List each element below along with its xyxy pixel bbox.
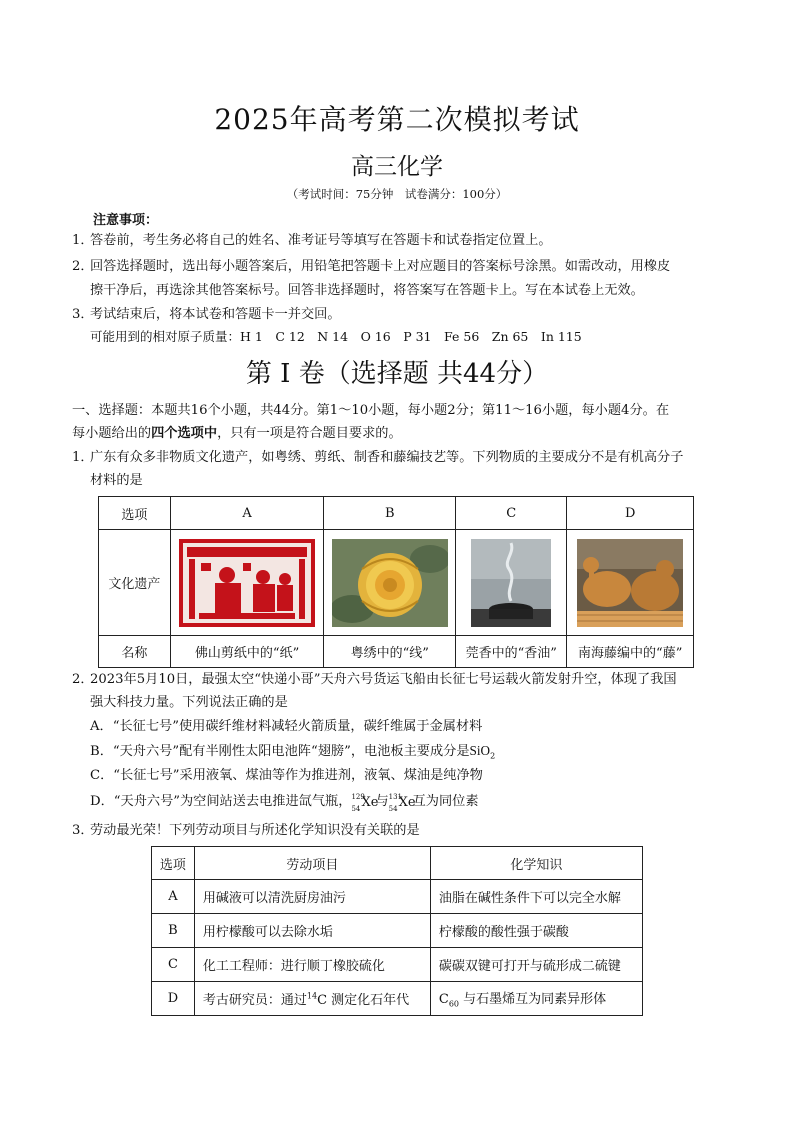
q3-option: B [152,914,195,948]
q1-header-option: 选项 [99,497,171,530]
exam-time-info: （考试时间：75分钟 试卷满分：100分） [286,187,508,201]
q1-header-a: A [170,497,324,530]
table-row [152,914,643,948]
q3-knowledge: 柠檬酸的酸性强于碳酸 [430,914,642,948]
incense-image [471,539,551,627]
q3-knowledge: $C_{60}$ 与石墨烯互为同素异形体 [430,982,642,1016]
q1-name-c: 莞香中的“香油” [456,636,567,668]
q2-option-d: D．“天舟六号”为空间站送去电推进氙气瓶， 129 54 Xe 与 131 54 Xe 互为同位素 [90,793,479,813]
table-row [152,847,643,880]
paper-cutting-image [179,539,315,627]
q1-name-row-label: 名称 [99,636,171,668]
note-3: 3．考试结束后，将本试卷和答题卡一并交回。 [72,307,341,322]
xe-131-isotope: 131 54 Xe [388,793,416,813]
section-instruction-2: 每小题给出的四个选项中，只有一项是符合题目要求的。 [72,426,402,441]
table-row [99,636,694,668]
q2-stem: 2．2023年5月10日，最强太空“快递小哥”天舟六号货运飞船由长征七号运载火箭发射升空，体现了我国 [72,672,677,687]
q2-option-b: B．“天舟六号”配有半刚性太阳电池阵“翅膀”，电池板主要成分是SiO$_2$ [90,743,496,761]
table-row [152,948,643,982]
q1-name-d: 南海藤编中的“藤” [567,636,694,668]
q1-header-b: B [324,497,456,530]
q1-image-row-label: 文化遗产 [99,530,171,636]
q3-table [151,846,643,1016]
rattan-weaving-image [577,539,683,627]
q3-option: A [152,880,195,914]
table-row [99,530,694,636]
q3-option: D [152,982,195,1016]
q1-name-b: 粤绣中的“线” [324,636,456,668]
xe-129-isotope: 129 54 Xe [351,793,379,813]
table-row [99,497,694,530]
q1-name-a: 佛山剪纸中的“纸” [170,636,324,668]
note-2: 2．回答选择题时，选出每小题答案后，用铅笔把答题卡上对应题目的答案标号涂黑。如需改动，用橡皮 [72,259,671,274]
exam-title: 2025年高考第二次模拟考试 [214,103,580,136]
section-instruction-1: 一、选择题：本题共16个小题，共44分。第1～10小题，每小题2分；第11～16小题，每小题4分。在 [72,403,670,418]
q3-option: C [152,948,195,982]
notes-heading: 注意事项： [93,213,159,228]
q3-labor: 用柠檬酸可以去除水垢 [194,914,430,948]
q2-option-a: A．“长征七号”使用碳纤维材料减轻火箭质量，碳纤维属于金属材料 [90,719,483,734]
q1-stem-continued: 材料的是 [90,473,143,488]
note-2-continued: 擦干净后，再选涂其他答案标号。回答非选择题时，将答案写在答题卡上。写在本试卷上无效。 [90,283,644,298]
embroidery-flower-image [332,539,448,627]
q1-stem: 1．广东有众多非物质文化遗产，如粤绣、剪纸、制香和藤编技艺等。下列物质的主要成分不是有机高分子 [72,450,684,465]
q3-header-option: 选项 [152,847,195,880]
atomic-masses: 可能用到的相对原子质量：H 1 C 12 N 14 O 16 P 31 Fe 56 Zn 65 In 115 [90,329,582,344]
q1-image-c-cell [456,530,567,636]
q3-knowledge: 碳碳双键可打开与硫形成二硫键 [430,948,642,982]
q3-stem: 3．劳动最光荣！下列劳动项目与所述化学知识没有关联的是 [72,823,420,838]
q1-header-d: D [567,497,694,530]
q1-image-b-cell [324,530,456,636]
q3-header-labor: 劳动项目 [194,847,430,880]
q2-stem-continued: 强大科技力量。下列说法正确的是 [90,695,288,710]
section-title: 第 I 卷（选择题 共44分） [245,359,549,389]
table-row [152,880,643,914]
exam-subtitle: 高三化学 [351,154,443,180]
table-row [152,982,643,1016]
q1-image-d-cell [567,530,694,636]
q1-header-c: C [456,497,567,530]
q2-option-c: C．“长征七号”采用液氧、煤油等作为推进剂，液氧、煤油是纯净物 [90,768,483,783]
q3-labor: 考古研究员：通过$^{14}$C 测定化石年代 [194,982,430,1016]
note-1: 1．答卷前，考生务必将自己的姓名、准考证号等填写在答题卡和试卷指定位置上。 [72,233,552,248]
q3-labor: 用碱液可以清洗厨房油污 [194,880,430,914]
q3-labor: 化工工程师：进行顺丁橡胶硫化 [194,948,430,982]
q3-header-knowledge: 化学知识 [430,847,642,880]
q3-knowledge: 油脂在碱性条件下可以完全水解 [430,880,642,914]
q1-table [98,496,694,668]
q1-image-a-cell [170,530,324,636]
